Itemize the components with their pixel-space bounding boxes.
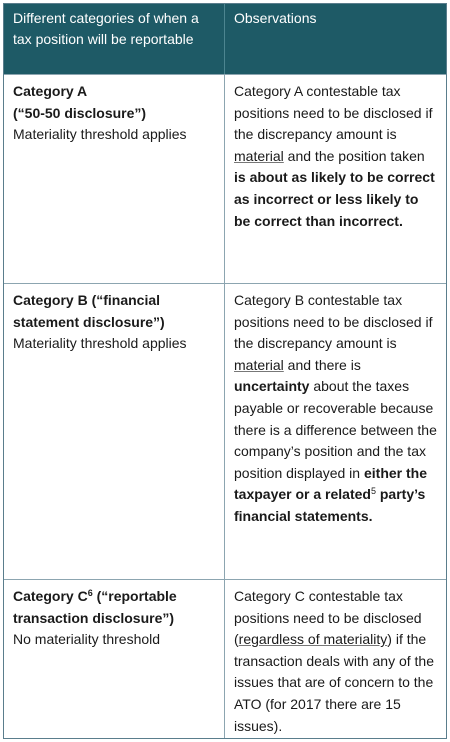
category-a-threshold: Materiality threshold applies (13, 126, 187, 143)
obs-a-text-1: Category A contestable tax positions need to be disclosed if the discrepancy amount is (234, 83, 433, 143)
category-b-cell (4, 284, 225, 579)
category-c-threshold: No materiality threshold (13, 631, 161, 648)
header-categories: Different categories of when a tax position will be reportable (4, 4, 225, 74)
obs-b-bold-b: party’s financial statements. (234, 486, 426, 524)
category-c-observation (225, 580, 446, 738)
obs-a-text-2: and the position taken (283, 147, 425, 164)
category-a-cell (4, 75, 225, 283)
table-row-category-b (4, 284, 446, 580)
disclosure-categories-table (3, 3, 447, 739)
obs-b-bold-a: either the taxpayer or a related (234, 464, 427, 503)
obs-c-text-1: Category C contestable tax positions need to be disclosed ( (234, 588, 422, 648)
category-c-title-b: (“reportable transaction disclosure”) (13, 588, 177, 626)
footnote-5-marker: 5 (370, 486, 376, 497)
obs-b-uncertainty: uncertainty (234, 378, 310, 395)
obs-b-text-1: Category B contestable tax positions need to be disclosed if the discrepancy amount is (234, 292, 433, 352)
footnote-6-marker: 6 (87, 588, 93, 598)
obs-b-material: material (234, 356, 284, 373)
table-row-category-c (4, 580, 446, 738)
category-b-title: Category B (“financial statement disclosure”) (13, 292, 165, 330)
header-observations: Observations (234, 10, 317, 26)
category-b-threshold: Materiality threshold applies (13, 335, 187, 352)
category-c-title-a: Category C (13, 588, 88, 604)
table-row-category-a (4, 75, 446, 284)
obs-c-regardless: regardless of materiality (238, 631, 388, 648)
category-c-title (13, 586, 216, 629)
obs-a-bold: is about as likely to be correct as incorrect or less likely to be correct than incorrect. (234, 169, 435, 229)
obs-c-text-2: ) if the transaction deals with any of the issues that are of concern to the ATO (for 2017 there are 15 issues). (234, 631, 435, 734)
category-b-observation (225, 284, 446, 579)
category-c-cell (4, 580, 225, 738)
category-a-observation (225, 75, 446, 283)
obs-b-text-3: about the taxes payable or recoverable because there is a difference between the company’s position and the tax position displayed in (234, 378, 437, 481)
obs-a-material: material (234, 147, 284, 164)
obs-b-text-2: and there is (283, 356, 361, 373)
category-a-subtitle: (“50-50 disclosure”) (13, 104, 147, 121)
table-header-row (4, 4, 446, 75)
category-a-title: Category A (13, 83, 88, 99)
